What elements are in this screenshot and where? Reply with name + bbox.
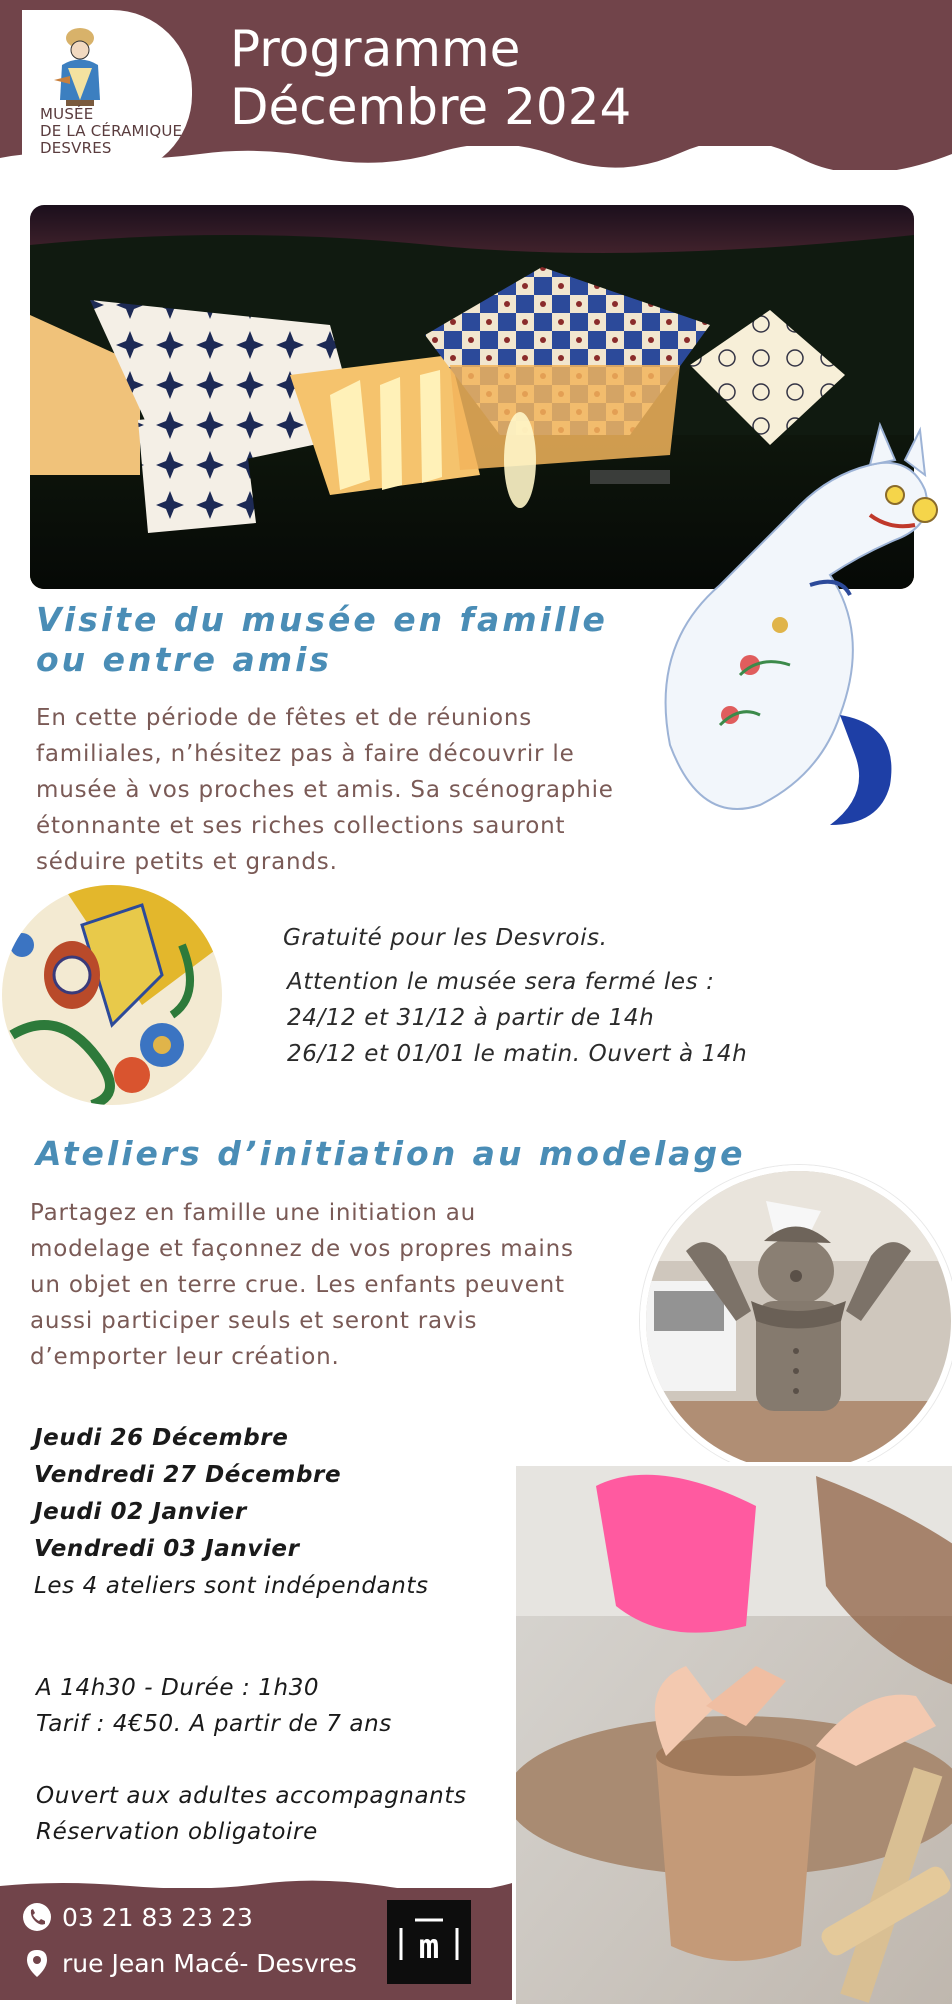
workshop-date: Vendredi 27 Décembre <box>34 1462 342 1488</box>
potter-figure-icon <box>40 20 120 110</box>
paragraph-line: aussi participer seuls et seront ravis <box>30 1308 478 1334</box>
phone-contact[interactable] <box>22 1902 253 1932</box>
workshop-date: Jeudi 26 Décembre <box>34 1425 289 1451</box>
paragraph-line: musée à vos proches et amis. Sa scénographie <box>36 777 614 803</box>
practical-line: Réservation obligatoire <box>36 1819 318 1845</box>
paragraph-line: séduire petits et grands. <box>36 849 338 875</box>
partner-m-logo <box>387 1900 471 1984</box>
title-line-2: Décembre 2024 <box>230 78 632 136</box>
phone-number[interactable]: 03 21 83 23 23 <box>62 1902 253 1932</box>
workshop-date: Vendredi 03 Janvier <box>34 1536 300 1562</box>
paragraph-line: modelage et façonnez de vos propres mains <box>30 1236 574 1262</box>
workshop-dates-note: Les 4 ateliers sont indépendants <box>34 1573 429 1599</box>
closure-notice <box>287 964 747 1072</box>
page-title <box>230 20 631 136</box>
closure-line: 26/12 et 01/01 le matin. Ouvert à 14h <box>287 1041 748 1067</box>
address-contact <box>22 1948 357 1978</box>
footer-contact <box>0 1888 512 2000</box>
workshop-paragraph <box>30 1195 574 1375</box>
section-family-visit-heading <box>36 600 608 680</box>
practical-line: A 14h30 - Durée : 1h30 <box>36 1675 320 1701</box>
footer-torn-edge <box>0 1878 512 1894</box>
workshop-dates <box>34 1420 429 1605</box>
logo-line-3: DESVRES <box>40 139 112 157</box>
title-line-1: Programme <box>230 20 521 78</box>
ceramic-cat-figurine-icon <box>640 415 940 835</box>
paragraph-line: étonnante et ses riches collections sauront <box>36 813 566 839</box>
section-modeling-workshop-heading: Ateliers d’initiation au modelage <box>36 1134 746 1173</box>
paragraph-line: Partagez en famille une initiation au <box>30 1200 477 1226</box>
phone-icon <box>22 1902 52 1932</box>
paragraph-line: En cette période de fêtes et de réunions <box>36 705 533 731</box>
logo-wordmark <box>40 106 182 157</box>
faience-tile-photo <box>2 885 222 1105</box>
museum-logo <box>22 10 192 175</box>
heading-line-2: ou entre amis <box>36 640 333 679</box>
family-visit-paragraph <box>36 700 614 880</box>
m-logo-letter: m <box>418 1927 440 1967</box>
logo-line-1: MUSÉE <box>40 105 94 123</box>
location-pin-icon <box>22 1948 52 1978</box>
clay-figure-photo <box>640 1165 952 1477</box>
paragraph-line: un objet en terre crue. Les enfants peuvent <box>30 1272 565 1298</box>
practical-line: Ouvert aux adultes accompagnants <box>36 1783 467 1809</box>
practical-line <box>36 1742 467 1778</box>
paragraph-line: familiales, n’hésitez pas à faire découvrir le <box>36 741 575 767</box>
free-entry-note: Gratuité pour les Desvrois. <box>283 925 608 951</box>
workshop-date: Jeudi 02 Janvier <box>34 1499 247 1525</box>
closure-line: Attention le musée sera fermé les : <box>287 969 715 995</box>
workshop-practical-info <box>36 1670 467 1850</box>
child-modeling-clay-photo <box>512 1462 952 2004</box>
address-text: rue Jean Macé- Desvres <box>62 1948 357 1978</box>
practical-line: Tarif : 4€50. A partir de 7 ans <box>36 1711 392 1737</box>
heading-line-1: Visite du musée en famille <box>36 600 608 639</box>
logo-line-2: DE LA CÉRAMIQUE <box>40 122 183 140</box>
paragraph-line: d’emporter leur création. <box>30 1344 340 1370</box>
closure-line: 24/12 et 31/12 à partir de 14h <box>287 1005 655 1031</box>
